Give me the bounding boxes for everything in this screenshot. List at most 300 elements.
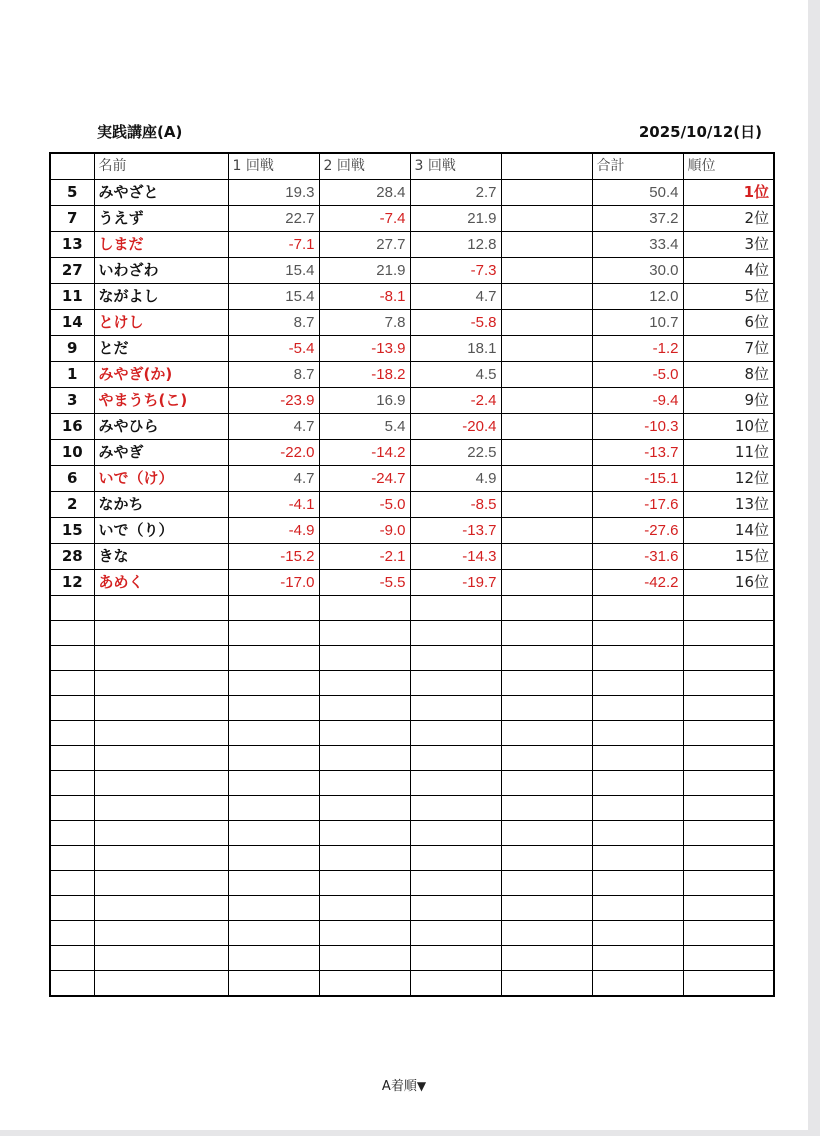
empty-cell — [319, 596, 410, 621]
player-name: うえず — [94, 206, 228, 232]
player-name: やまうち(こ) — [94, 388, 228, 414]
rank-cell: 6位 — [683, 310, 774, 336]
rank-cell: 12位 — [683, 466, 774, 492]
total-score: -42.2 — [592, 570, 683, 596]
header-name: 名前 — [94, 153, 228, 180]
blank-cell — [501, 518, 592, 544]
round-1-score: -15.2 — [228, 544, 319, 570]
player-number: 11 — [50, 284, 94, 310]
sheet-date: 2025/10/12(日) — [638, 123, 762, 141]
empty-cell — [683, 621, 774, 646]
rank-cell: 7位 — [683, 336, 774, 362]
empty-cell — [50, 946, 94, 971]
empty-cell — [410, 671, 501, 696]
empty-cell — [319, 796, 410, 821]
header-no — [50, 153, 94, 180]
player-name: とだ — [94, 336, 228, 362]
table-row — [50, 570, 774, 596]
round-2-score: 16.9 — [319, 388, 410, 414]
empty-cell — [410, 921, 501, 946]
total-score: 33.4 — [592, 232, 683, 258]
player-number: 1 — [50, 362, 94, 388]
header-total: 合計 — [592, 153, 683, 180]
blank-cell — [501, 180, 592, 206]
blank-cell — [501, 388, 592, 414]
player-name: なかち — [94, 492, 228, 518]
round-2-score: -24.7 — [319, 466, 410, 492]
empty-cell — [592, 596, 683, 621]
triangle-down-icon: ▼ — [416, 1079, 427, 1093]
round-3-score: 2.7 — [410, 180, 501, 206]
round-3-score: -13.7 — [410, 518, 501, 544]
empty-cell — [410, 721, 501, 746]
player-name: みやひら — [94, 414, 228, 440]
total-score: -10.3 — [592, 414, 683, 440]
empty-cell — [94, 646, 228, 671]
player-number: 12 — [50, 570, 94, 596]
blank-cell — [501, 440, 592, 466]
player-name: みやぎ — [94, 440, 228, 466]
empty-cell — [50, 921, 94, 946]
empty-cell — [592, 746, 683, 771]
empty-cell — [410, 796, 501, 821]
empty-cell — [50, 746, 94, 771]
empty-cell — [94, 896, 228, 921]
round-1-score: 22.7 — [228, 206, 319, 232]
blank-cell — [501, 284, 592, 310]
table-row — [50, 258, 774, 284]
header-rank: 順位 — [683, 153, 774, 180]
empty-cell — [228, 971, 319, 996]
empty-cell — [592, 796, 683, 821]
round-3-score: -5.8 — [410, 310, 501, 336]
table-row — [50, 518, 774, 544]
empty-cell — [228, 721, 319, 746]
player-number: 9 — [50, 336, 94, 362]
empty-cell — [592, 871, 683, 896]
sheet-title: 実践講座(A) — [97, 123, 183, 141]
total-score: 10.7 — [592, 310, 683, 336]
empty-row — [50, 971, 774, 996]
empty-cell — [592, 696, 683, 721]
score-table — [49, 152, 775, 997]
empty-cell — [319, 621, 410, 646]
empty-cell — [228, 846, 319, 871]
empty-cell — [94, 846, 228, 871]
table-row — [50, 336, 774, 362]
empty-cell — [319, 771, 410, 796]
table-row — [50, 440, 774, 466]
empty-row — [50, 921, 774, 946]
empty-cell — [683, 596, 774, 621]
player-number: 14 — [50, 310, 94, 336]
blank-cell — [501, 232, 592, 258]
round-3-score: 4.9 — [410, 466, 501, 492]
empty-cell — [319, 821, 410, 846]
player-name: みやざと — [94, 180, 228, 206]
round-2-score: -5.0 — [319, 492, 410, 518]
empty-cell — [592, 721, 683, 746]
empty-cell — [683, 946, 774, 971]
empty-row — [50, 846, 774, 871]
empty-cell — [410, 946, 501, 971]
table-row — [50, 414, 774, 440]
total-score: 30.0 — [592, 258, 683, 284]
round-2-score: -14.2 — [319, 440, 410, 466]
rank-cell: 10位 — [683, 414, 774, 440]
empty-cell — [410, 646, 501, 671]
empty-row — [50, 896, 774, 921]
round-3-score: -2.4 — [410, 388, 501, 414]
empty-cell — [410, 771, 501, 796]
empty-cell — [319, 746, 410, 771]
empty-cell — [94, 796, 228, 821]
table-row — [50, 180, 774, 206]
empty-row — [50, 596, 774, 621]
rank-cell: 15位 — [683, 544, 774, 570]
empty-cell — [592, 921, 683, 946]
empty-cell — [410, 821, 501, 846]
empty-cell — [683, 871, 774, 896]
empty-cell — [501, 596, 592, 621]
total-score: -17.6 — [592, 492, 683, 518]
player-number: 7 — [50, 206, 94, 232]
player-name: あめく — [94, 570, 228, 596]
round-2-score: 28.4 — [319, 180, 410, 206]
round-1-score: 15.4 — [228, 258, 319, 284]
empty-row — [50, 646, 774, 671]
player-number: 28 — [50, 544, 94, 570]
empty-cell — [319, 946, 410, 971]
empty-cell — [228, 821, 319, 846]
round-3-score: -19.7 — [410, 570, 501, 596]
empty-cell — [94, 721, 228, 746]
empty-cell — [501, 921, 592, 946]
empty-cell — [410, 596, 501, 621]
player-number: 3 — [50, 388, 94, 414]
table-row — [50, 544, 774, 570]
empty-row — [50, 796, 774, 821]
round-2-score: -13.9 — [319, 336, 410, 362]
empty-cell — [319, 696, 410, 721]
empty-cell — [94, 946, 228, 971]
round-2-score: 5.4 — [319, 414, 410, 440]
footer-text: A着順 — [381, 1079, 417, 1094]
player-name: いで（け） — [94, 466, 228, 492]
empty-cell — [410, 871, 501, 896]
total-score: -5.0 — [592, 362, 683, 388]
empty-cell — [319, 646, 410, 671]
empty-cell — [501, 846, 592, 871]
empty-cell — [94, 696, 228, 721]
empty-cell — [683, 771, 774, 796]
table-row — [50, 492, 774, 518]
empty-cell — [94, 596, 228, 621]
empty-cell — [683, 821, 774, 846]
round-2-score: 27.7 — [319, 232, 410, 258]
round-2-score: 7.8 — [319, 310, 410, 336]
player-name: ながよし — [94, 284, 228, 310]
empty-cell — [592, 846, 683, 871]
header-blank — [501, 153, 592, 180]
round-2-score: -8.1 — [319, 284, 410, 310]
empty-cell — [501, 971, 592, 996]
empty-row — [50, 871, 774, 896]
round-2-score: -18.2 — [319, 362, 410, 388]
rank-cell: 1位 — [683, 180, 774, 206]
round-3-score: 22.5 — [410, 440, 501, 466]
empty-cell — [228, 696, 319, 721]
empty-cell — [592, 971, 683, 996]
empty-cell — [319, 721, 410, 746]
empty-cell — [683, 671, 774, 696]
round-1-score: -22.0 — [228, 440, 319, 466]
round-1-score: 8.7 — [228, 362, 319, 388]
empty-cell — [50, 696, 94, 721]
rank-cell: 9位 — [683, 388, 774, 414]
empty-cell — [94, 621, 228, 646]
empty-cell — [50, 871, 94, 896]
empty-cell — [592, 671, 683, 696]
empty-cell — [410, 846, 501, 871]
empty-cell — [501, 871, 592, 896]
empty-row — [50, 821, 774, 846]
empty-cell — [94, 921, 228, 946]
empty-cell — [592, 646, 683, 671]
empty-row — [50, 671, 774, 696]
empty-row — [50, 696, 774, 721]
table-row — [50, 310, 774, 336]
rank-cell: 5位 — [683, 284, 774, 310]
empty-cell — [94, 871, 228, 896]
empty-row — [50, 946, 774, 971]
round-3-score: -14.3 — [410, 544, 501, 570]
blank-cell — [501, 492, 592, 518]
rank-cell: 13位 — [683, 492, 774, 518]
rank-cell: 3位 — [683, 232, 774, 258]
empty-cell — [50, 971, 94, 996]
rank-cell: 14位 — [683, 518, 774, 544]
round-1-score: 15.4 — [228, 284, 319, 310]
empty-cell — [683, 896, 774, 921]
empty-cell — [410, 621, 501, 646]
empty-cell — [501, 946, 592, 971]
round-2-score: -2.1 — [319, 544, 410, 570]
empty-cell — [410, 696, 501, 721]
table-row — [50, 206, 774, 232]
round-1-score: 19.3 — [228, 180, 319, 206]
round-3-score: -7.3 — [410, 258, 501, 284]
player-number: 10 — [50, 440, 94, 466]
empty-cell — [94, 746, 228, 771]
empty-cell — [228, 921, 319, 946]
player-number: 15 — [50, 518, 94, 544]
round-1-score: -4.1 — [228, 492, 319, 518]
player-number: 5 — [50, 180, 94, 206]
blank-cell — [501, 362, 592, 388]
empty-cell — [410, 971, 501, 996]
empty-cell — [683, 696, 774, 721]
empty-cell — [50, 796, 94, 821]
empty-cell — [683, 796, 774, 821]
round-1-score: -23.9 — [228, 388, 319, 414]
empty-cell — [94, 971, 228, 996]
empty-cell — [228, 671, 319, 696]
empty-cell — [50, 596, 94, 621]
empty-cell — [319, 921, 410, 946]
empty-cell — [319, 871, 410, 896]
header-round-2: 2 回戦 — [319, 153, 410, 180]
empty-cell — [501, 696, 592, 721]
rank-cell: 4位 — [683, 258, 774, 284]
round-1-score: -4.9 — [228, 518, 319, 544]
total-score: -27.6 — [592, 518, 683, 544]
total-score: 12.0 — [592, 284, 683, 310]
empty-cell — [50, 621, 94, 646]
header-round-3: 3 回戦 — [410, 153, 501, 180]
round-3-score: 4.7 — [410, 284, 501, 310]
empty-cell — [228, 621, 319, 646]
player-name: とけし — [94, 310, 228, 336]
empty-cell — [50, 671, 94, 696]
round-3-score: 18.1 — [410, 336, 501, 362]
empty-cell — [228, 646, 319, 671]
table-row — [50, 466, 774, 492]
round-2-score: -5.5 — [319, 570, 410, 596]
empty-cell — [683, 921, 774, 946]
empty-cell — [592, 771, 683, 796]
player-name: みやぎ(か) — [94, 362, 228, 388]
player-name: いで（り） — [94, 518, 228, 544]
empty-cell — [683, 721, 774, 746]
header-row — [50, 153, 774, 180]
total-score: -13.7 — [592, 440, 683, 466]
empty-cell — [592, 896, 683, 921]
blank-cell — [501, 414, 592, 440]
round-1-score: -17.0 — [228, 570, 319, 596]
total-score: -15.1 — [592, 466, 683, 492]
empty-cell — [410, 896, 501, 921]
player-number: 2 — [50, 492, 94, 518]
footer-label — [0, 1075, 808, 1094]
empty-cell — [50, 821, 94, 846]
empty-cell — [683, 971, 774, 996]
empty-cell — [501, 796, 592, 821]
empty-cell — [228, 946, 319, 971]
rank-cell: 11位 — [683, 440, 774, 466]
round-1-score: -5.4 — [228, 336, 319, 362]
empty-cell — [501, 646, 592, 671]
empty-cell — [228, 871, 319, 896]
blank-cell — [501, 336, 592, 362]
empty-cell — [319, 671, 410, 696]
empty-row — [50, 746, 774, 771]
rank-cell: 16位 — [683, 570, 774, 596]
empty-cell — [228, 771, 319, 796]
empty-cell — [319, 971, 410, 996]
empty-cell — [410, 746, 501, 771]
blank-cell — [501, 206, 592, 232]
round-3-score: 21.9 — [410, 206, 501, 232]
empty-cell — [50, 846, 94, 871]
total-score: -31.6 — [592, 544, 683, 570]
round-2-score: 21.9 — [319, 258, 410, 284]
empty-cell — [50, 721, 94, 746]
empty-row — [50, 721, 774, 746]
empty-cell — [228, 596, 319, 621]
round-2-score: -7.4 — [319, 206, 410, 232]
total-score: -9.4 — [592, 388, 683, 414]
table-row — [50, 388, 774, 414]
empty-cell — [228, 746, 319, 771]
rank-cell: 2位 — [683, 206, 774, 232]
empty-cell — [592, 946, 683, 971]
empty-cell — [228, 896, 319, 921]
header-round-1: 1 回戦 — [228, 153, 319, 180]
round-3-score: 12.8 — [410, 232, 501, 258]
empty-cell — [501, 721, 592, 746]
blank-cell — [501, 310, 592, 336]
round-3-score: 4.5 — [410, 362, 501, 388]
player-name: いわざわ — [94, 258, 228, 284]
table-row — [50, 284, 774, 310]
table-row — [50, 362, 774, 388]
empty-cell — [501, 771, 592, 796]
empty-cell — [319, 896, 410, 921]
empty-cell — [592, 821, 683, 846]
empty-cell — [683, 746, 774, 771]
round-1-score: -7.1 — [228, 232, 319, 258]
round-3-score: -20.4 — [410, 414, 501, 440]
empty-cell — [592, 621, 683, 646]
empty-cell — [94, 671, 228, 696]
empty-cell — [683, 646, 774, 671]
empty-cell — [501, 896, 592, 921]
empty-cell — [228, 796, 319, 821]
empty-cell — [683, 846, 774, 871]
player-number: 27 — [50, 258, 94, 284]
blank-cell — [501, 570, 592, 596]
player-number: 16 — [50, 414, 94, 440]
player-name: きな — [94, 544, 228, 570]
empty-cell — [501, 746, 592, 771]
blank-cell — [501, 544, 592, 570]
player-number: 6 — [50, 466, 94, 492]
empty-cell — [50, 896, 94, 921]
empty-cell — [501, 821, 592, 846]
empty-cell — [50, 646, 94, 671]
empty-cell — [501, 621, 592, 646]
total-score: 37.2 — [592, 206, 683, 232]
round-1-score: 4.7 — [228, 414, 319, 440]
empty-cell — [319, 846, 410, 871]
player-name: しまだ — [94, 232, 228, 258]
empty-cell — [501, 671, 592, 696]
total-score: 50.4 — [592, 180, 683, 206]
round-2-score: -9.0 — [319, 518, 410, 544]
blank-cell — [501, 466, 592, 492]
empty-cell — [50, 771, 94, 796]
empty-cell — [94, 821, 228, 846]
round-1-score: 8.7 — [228, 310, 319, 336]
round-1-score: 4.7 — [228, 466, 319, 492]
table-row — [50, 232, 774, 258]
round-3-score: -8.5 — [410, 492, 501, 518]
empty-row — [50, 771, 774, 796]
blank-cell — [501, 258, 592, 284]
empty-row — [50, 621, 774, 646]
player-number: 13 — [50, 232, 94, 258]
